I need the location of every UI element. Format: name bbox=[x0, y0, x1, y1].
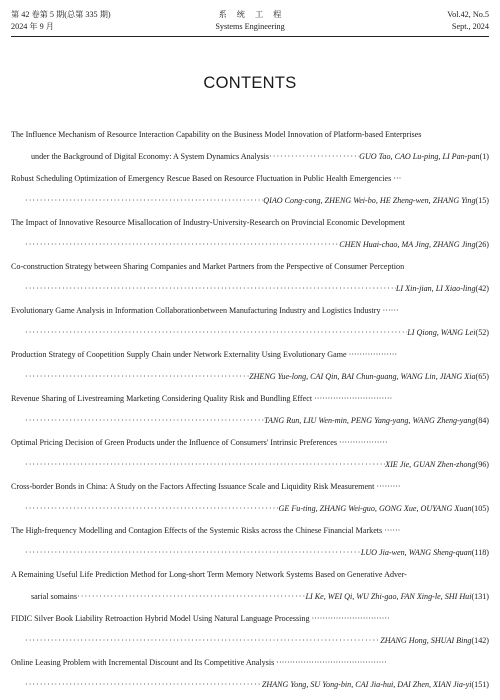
entry-page-number: (15) bbox=[475, 196, 489, 205]
entry-title: Evolutionary Game Analysis in Information Collaborationbetween Manufacturing Industry and Logistics Industry ······ bbox=[11, 306, 399, 315]
toc-entry[interactable] bbox=[11, 344, 489, 388]
entry-authors: LI Ke, WEI Qi, WU Zhi-gao, FAN Xing-le, SHI Hui bbox=[305, 592, 472, 601]
entry-page-number: (151) bbox=[471, 680, 489, 689]
entry-page-number: (65) bbox=[475, 372, 489, 381]
entry-title: The Impact of Innovative Resource Misallocation of Industry-University-Research on Provincial Economic Development bbox=[11, 218, 406, 227]
dot-leader bbox=[25, 674, 262, 696]
dot-leader bbox=[25, 410, 264, 432]
entry-authors: CHEN Huai-chao, MA Jing, ZHANG Jing bbox=[339, 240, 476, 249]
entry-authors: ZHANG Hong, SHUAI Bing bbox=[380, 636, 472, 645]
entry-page-number: (1) bbox=[479, 152, 489, 161]
entry-byline bbox=[11, 278, 489, 300]
entry-title: A Remaining Useful Life Prediction Method for Long-short Term Memory Network Systems Based on Generative Adver- bbox=[11, 570, 407, 579]
entry-title: Cross-border Bonds in China: A Study on the Factors Affecting Issuance Scale and Liquidity Risk Measurement ········· bbox=[11, 482, 401, 491]
toc-entry[interactable] bbox=[11, 476, 489, 520]
dot-leader bbox=[25, 278, 396, 300]
entry-title: The Influence Mechanism of Resource Interaction Capability on the Business Model Innovation of Platform-based Enterprises bbox=[11, 130, 422, 139]
entry-byline bbox=[11, 234, 489, 256]
dot-leader bbox=[25, 322, 407, 344]
entry-authors: GE Fu-ting, ZHANG Wei-guo, GONG Xue, OUYANG Xuan bbox=[278, 504, 472, 513]
entry-authors: LUO Jia-wen, WANG Sheng-quan bbox=[360, 548, 472, 557]
journal-name-cn: 系统工程 bbox=[218, 10, 292, 19]
date-cn: 2024 年 9 月 bbox=[11, 22, 54, 31]
toc-entry[interactable] bbox=[11, 388, 489, 432]
journal-name-en: Systems Engineering bbox=[215, 22, 285, 31]
dot-leader bbox=[25, 454, 385, 476]
entry-page-number: (131) bbox=[471, 592, 489, 601]
entry-byline bbox=[11, 454, 489, 476]
entry-authors: ZHANG Yong, SU Yong-bin, CAI Jia-hui, DAI Zhen, XIAN Jia-yi bbox=[261, 680, 472, 689]
toc-entry[interactable] bbox=[11, 432, 489, 476]
entry-byline bbox=[11, 586, 489, 608]
entry-title: Robust Scheduling Optimization of Emergency Rescue Based on Resource Fluctuation in Public Health Emergencies ··· bbox=[11, 174, 402, 183]
entry-byline bbox=[11, 630, 489, 652]
entry-byline bbox=[11, 146, 489, 168]
entry-title: Production Strategy of Coopetition Supply Chain under Network Externality Using Evolutionary Game ·················· bbox=[11, 350, 398, 359]
entry-authors: LI Xin-jian, LI Xiao-ling bbox=[395, 284, 476, 293]
toc-entry[interactable] bbox=[11, 520, 489, 564]
volume-issue-cn: 第 42 卷第 5 期(总第 335 期) bbox=[11, 10, 111, 19]
date-en: Sept., 2024 bbox=[451, 22, 489, 31]
entry-byline bbox=[11, 498, 489, 520]
entry-byline bbox=[11, 190, 489, 212]
entry-byline bbox=[11, 366, 489, 388]
table-of-contents bbox=[11, 124, 489, 696]
entry-authors: LI Qiong, WANG Lei bbox=[407, 328, 476, 337]
entry-byline bbox=[11, 674, 489, 696]
toc-entry[interactable] bbox=[11, 124, 489, 168]
header-divider bbox=[11, 36, 489, 37]
entry-title: The High-frequency Modelling and Contagion Effects of the Systemic Risks across the Chinese Financial Markets ······ bbox=[11, 526, 401, 535]
entry-title: Online Leasing Problem with Incremental Discount and Its Competitive Analysis ········································· bbox=[11, 658, 387, 667]
entry-byline bbox=[11, 542, 489, 564]
entry-authors: TANG Run, LIU Wen-min, PENG Yang-yang, WANG Zheng-yang bbox=[264, 416, 476, 425]
entry-page-number: (42) bbox=[475, 284, 489, 293]
entry-authors: QIAO Cong-cong, ZHENG Wei-bo, HE Zheng-wen, ZHANG Ying bbox=[263, 196, 476, 205]
entry-byline bbox=[11, 322, 489, 344]
toc-entry[interactable] bbox=[11, 564, 489, 608]
entry-authors: ZHENG Yue-long, CAI Qin, BAI Chun-guang, WANG Lin, JIANG Xia bbox=[249, 372, 476, 381]
entry-page-number: (52) bbox=[475, 328, 489, 337]
dot-leader bbox=[269, 146, 359, 168]
entry-byline bbox=[11, 410, 489, 432]
entry-title: Optimal Pricing Decision of Green Products under the Influence of Consumers' Intrinsic Preferences ·················· bbox=[11, 438, 388, 447]
entry-authors: XIE Jie, GUAN Zhen-zhong bbox=[385, 460, 476, 469]
toc-entry[interactable] bbox=[11, 300, 489, 344]
entry-page-number: (142) bbox=[471, 636, 489, 645]
dot-leader bbox=[25, 542, 361, 564]
toc-entry[interactable] bbox=[11, 168, 489, 212]
dot-leader bbox=[25, 630, 380, 652]
dot-leader bbox=[25, 234, 339, 256]
entry-title-continuation: sarial somains bbox=[31, 592, 78, 601]
journal-header bbox=[11, 9, 489, 35]
entry-page-number: (26) bbox=[475, 240, 489, 249]
entry-page-number: (105) bbox=[471, 504, 489, 513]
volume-issue-en: Vol.42, No.5 bbox=[447, 10, 489, 19]
entry-page-number: (84) bbox=[475, 416, 489, 425]
dot-leader bbox=[25, 190, 263, 212]
entry-authors: GUO Tao, CAO Lu-ping, LI Pan-pan bbox=[359, 152, 480, 161]
issue-info-en bbox=[447, 9, 489, 33]
entry-title: Revenue Sharing of Livestreaming Marketing Considering Quality Risk and Bundling Effect ····························· bbox=[11, 394, 393, 403]
entry-page-number: (118) bbox=[471, 548, 489, 557]
entry-title: FIDIC Silver Book Liability Retroaction Hybrid Model Using Natural Language Processing ····························· bbox=[11, 614, 390, 623]
dot-leader bbox=[25, 498, 279, 520]
toc-entry[interactable] bbox=[11, 652, 489, 696]
dot-leader bbox=[25, 366, 249, 388]
toc-entry[interactable] bbox=[11, 212, 489, 256]
toc-entry[interactable] bbox=[11, 256, 489, 300]
entry-page-number: (96) bbox=[475, 460, 489, 469]
toc-entry[interactable] bbox=[11, 608, 489, 652]
dot-leader bbox=[77, 586, 305, 608]
entry-title: Co-construction Strategy between Sharing Companies and Market Partners from the Perspective of Consumer Perception bbox=[11, 262, 405, 271]
page-title: CONTENTS bbox=[203, 74, 297, 92]
journal-name bbox=[11, 9, 489, 33]
entry-title-continuation: under the Background of Digital Economy: A System Dynamics Analysis bbox=[31, 152, 270, 161]
